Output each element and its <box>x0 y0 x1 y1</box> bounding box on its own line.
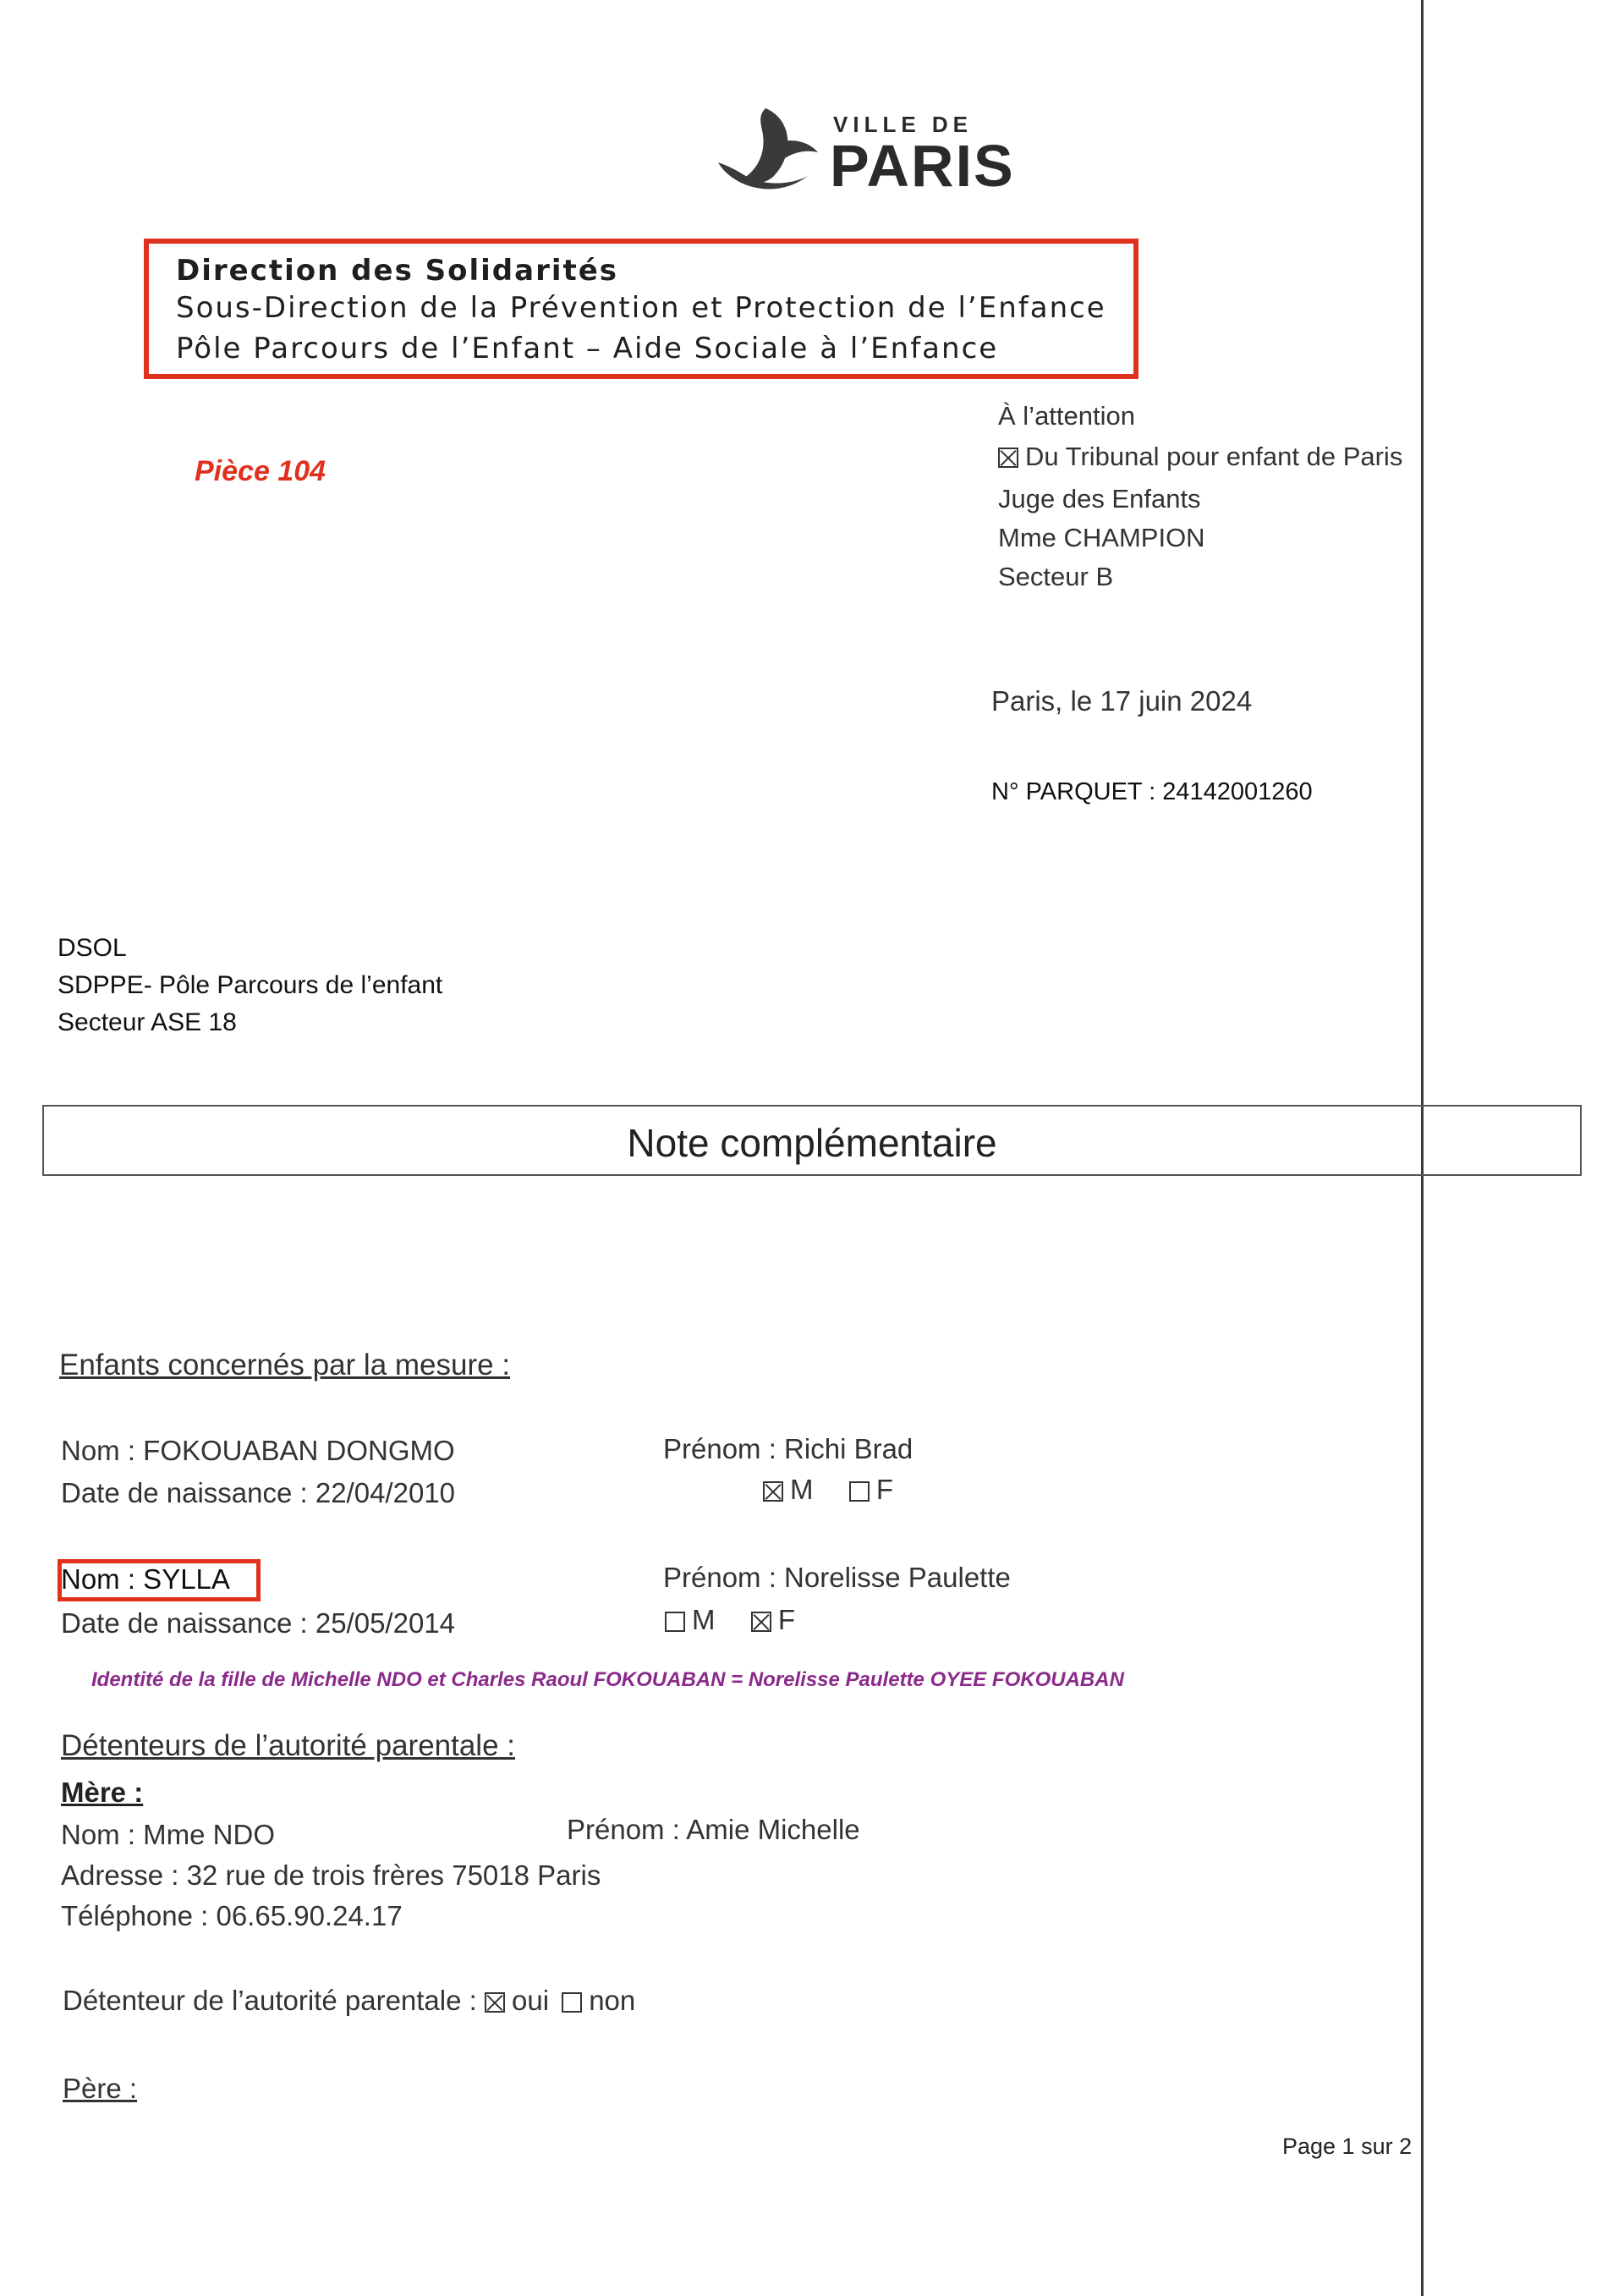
child2-sex <box>665 1604 795 1636</box>
checkbox-empty-icon <box>849 1481 870 1502</box>
mother-autorite-oui: oui <box>511 1985 550 2016</box>
mother-nom: Nom : Mme NDO <box>61 1819 276 1850</box>
checkbox-checked-icon <box>485 1992 505 2013</box>
parental-section-heading: Détenteurs de l’autorité parentale : <box>61 1729 515 1762</box>
direction-line-3: Pôle Parcours de l’Enfant – Aide Sociale à l’Enfance <box>176 332 999 365</box>
child2-prenom: Prénom : Norelisse Paulette <box>663 1562 1011 1593</box>
sender-line-1: DSOL <box>58 934 127 962</box>
recipient-attention: À l’attention <box>998 401 1135 431</box>
recipient-tribunal <box>998 442 1402 472</box>
parquet-number: N° PARQUET : 24142001260 <box>991 778 1313 805</box>
child2-m-label: M <box>692 1604 716 1635</box>
logo-ville-de: VILLE DE <box>833 112 974 137</box>
mother-adresse: Adresse : 32 rue de trois frères 75018 Paris <box>61 1859 601 1891</box>
sender-line-2: SDPPE- Pôle Parcours de l’enfant <box>58 971 443 999</box>
child1-f-label: F <box>875 1474 894 1505</box>
child2-f-label: F <box>777 1604 796 1635</box>
child1-m-label: M <box>790 1474 814 1505</box>
checkbox-checked-icon <box>751 1612 771 1632</box>
document-title: Note complémentaire <box>627 1121 997 1165</box>
direction-line-1: Direction des Solidarités <box>176 254 619 288</box>
checkbox-checked-icon <box>763 1481 783 1502</box>
child1-sex <box>763 1474 893 1506</box>
logo-paris: PARIS <box>830 133 1015 199</box>
children-section-heading: Enfants concernés par la mesure : <box>59 1348 511 1381</box>
mother-heading: Mère : <box>61 1777 144 1808</box>
ville-de-paris-logo <box>715 102 1019 203</box>
mother-telephone: Téléphone : 06.65.90.24.17 <box>61 1900 403 1931</box>
page-number: Page 1 sur 2 <box>1282 2134 1413 2159</box>
piece-number: Pièce 104 <box>195 455 326 487</box>
sender-line-3: Secteur ASE 18 <box>58 1008 237 1036</box>
child2-naissance: Date de naissance : 25/05/2014 <box>61 1607 456 1639</box>
checkbox-empty-icon <box>562 1992 582 2013</box>
mother-prenom: Prénom : Amie Michelle <box>567 1814 860 1845</box>
recipient-secteur: Secteur B <box>998 562 1114 591</box>
recipient-name: Mme CHAMPION <box>998 523 1205 552</box>
checkbox-checked-icon <box>998 448 1018 468</box>
child1-prenom: Prénom : Richi Brad <box>663 1433 914 1464</box>
direction-box <box>144 239 1138 379</box>
identity-note: Identité de la fille de Michelle NDO et Charles Raoul FOKOUABAN = Norelisse Paulette OYEE FOKOUABAN <box>91 1668 1124 1691</box>
checkbox-empty-icon <box>665 1612 685 1632</box>
mother-autorite <box>63 1985 635 2017</box>
father-heading: Père : <box>63 2073 138 2104</box>
recipient-juge: Juge des Enfants <box>998 484 1201 514</box>
child1-nom: Nom : FOKOUABAN DONGMO <box>61 1435 455 1466</box>
paris-logo-icon <box>715 102 825 201</box>
document-date: Paris, le 17 juin 2024 <box>991 685 1253 717</box>
title-box <box>42 1105 1582 1176</box>
mother-autorite-label: Détenteur de l’autorité parentale : <box>63 1985 477 2016</box>
direction-line-2: Sous-Direction de la Prévention et Protection de l’Enfance <box>176 291 1106 325</box>
mother-autorite-non: non <box>589 1985 636 2016</box>
recipient-tribunal-text: Du Tribunal pour enfant de Paris <box>1025 442 1403 471</box>
child2-nom: Nom : SYLLA <box>61 1563 230 1595</box>
child1-naissance: Date de naissance : 22/04/2010 <box>61 1477 456 1508</box>
